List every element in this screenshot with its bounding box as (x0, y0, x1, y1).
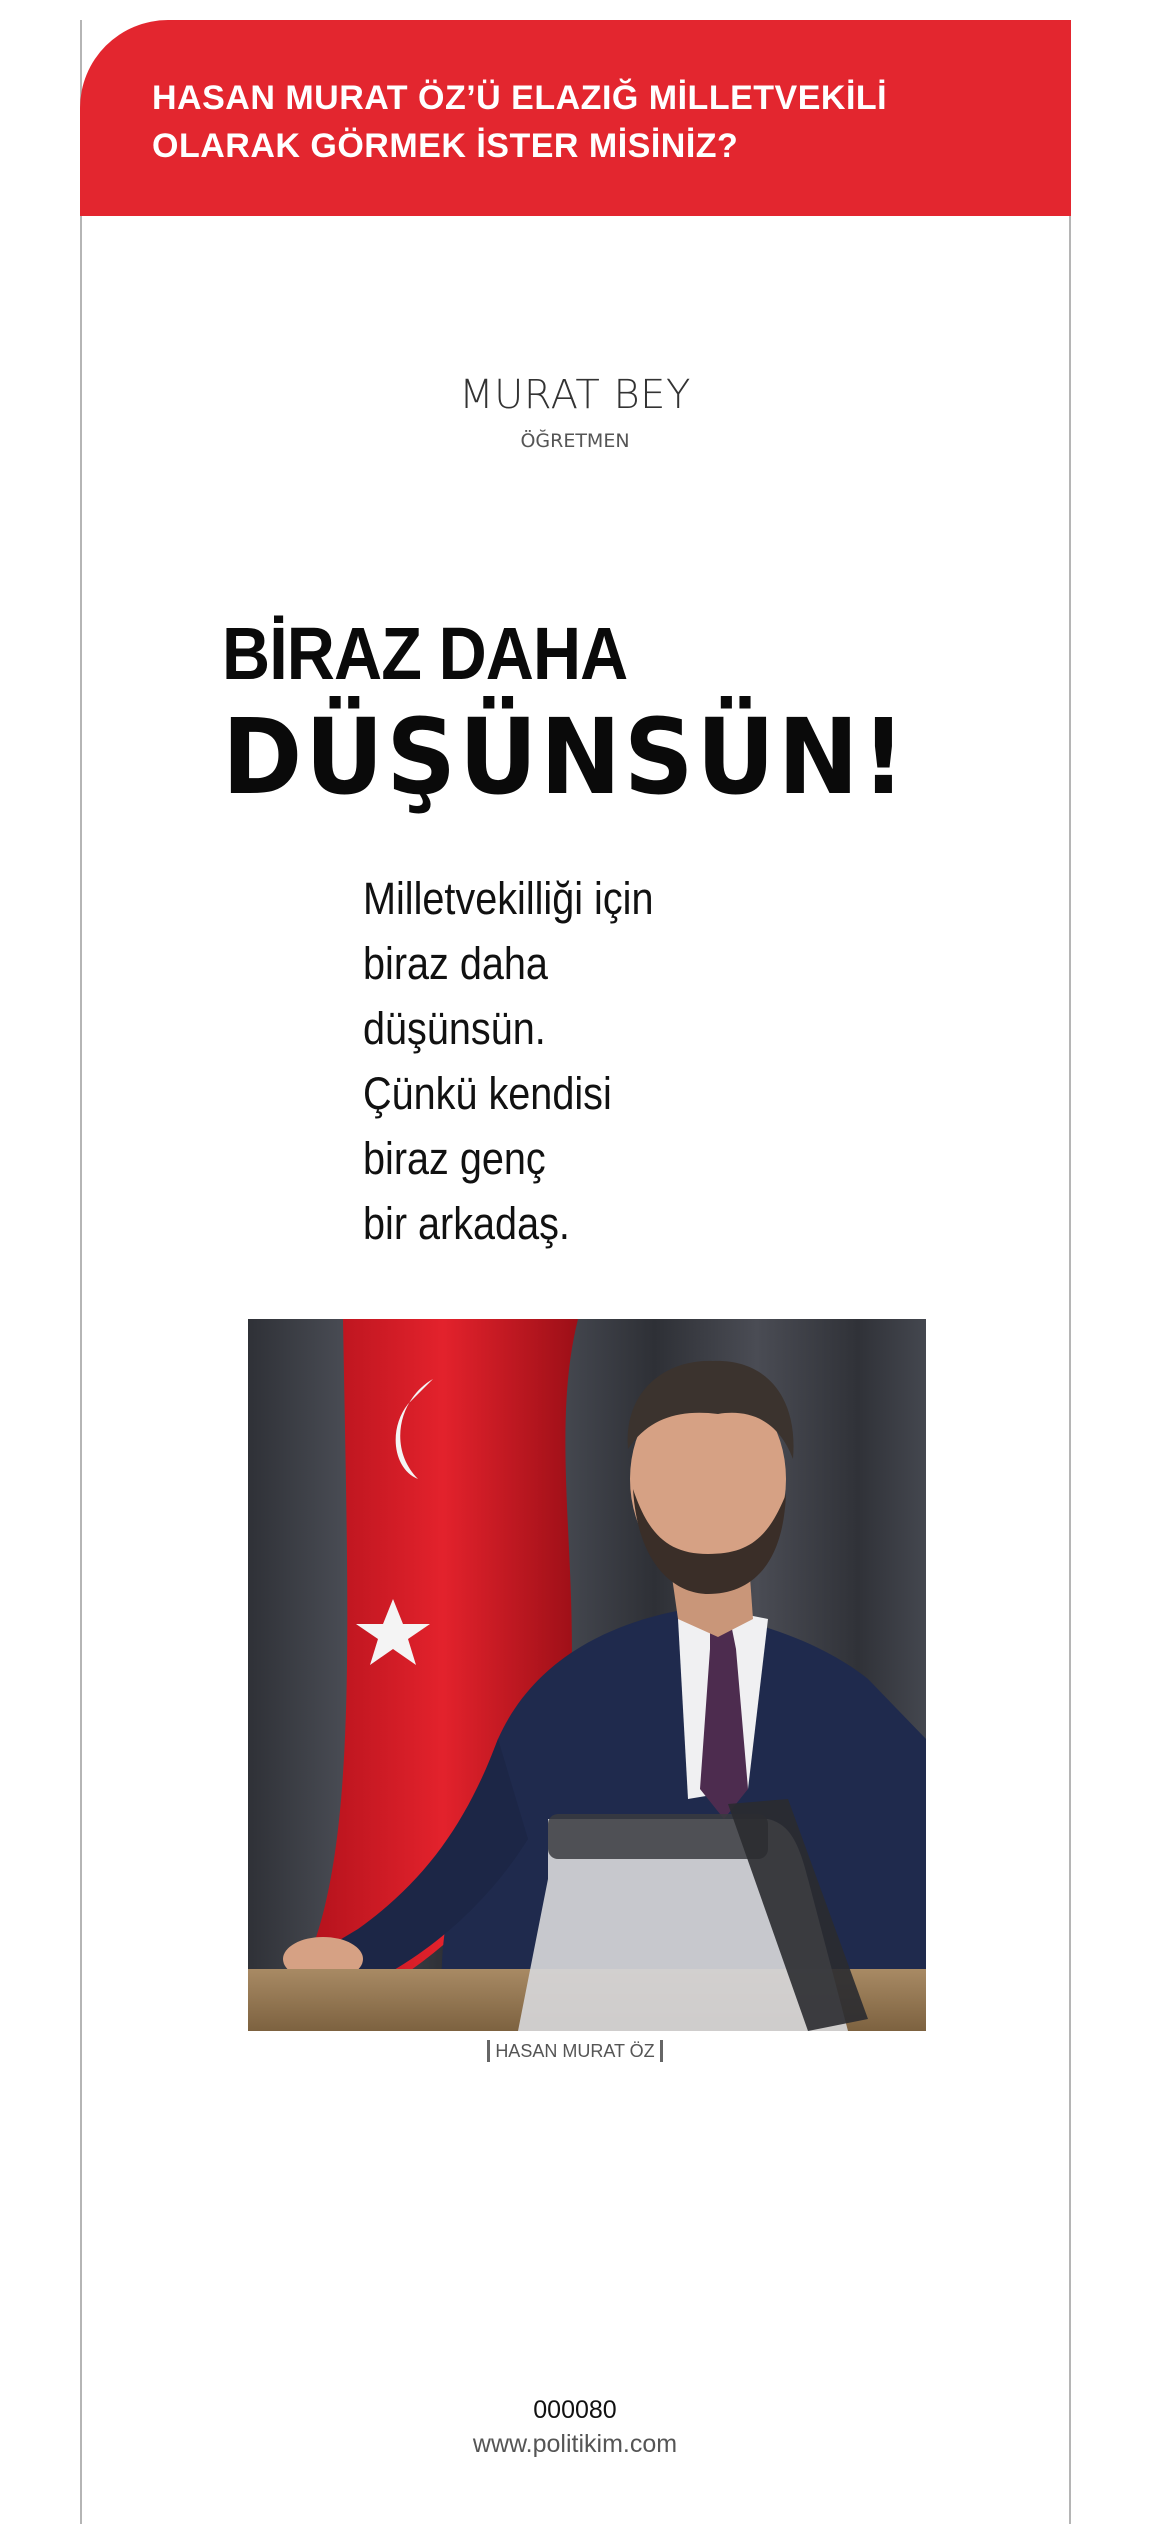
caption-bar-left (487, 2040, 490, 2062)
body-line: düşünsün. (363, 1003, 546, 1054)
caption-text: HASAN MURAT ÖZ (495, 2040, 655, 2061)
author-role: ÖĞRETMEN (520, 430, 630, 452)
body-line: bir arkadaş. (363, 1198, 570, 1249)
banner-question (152, 74, 1032, 170)
footer-code: 000080 (533, 2396, 617, 2424)
author-name: MURAT BEY (459, 372, 691, 418)
portrait-photo (248, 1319, 926, 2031)
footer-site-link[interactable]: www.politikim.com (472, 2430, 678, 2458)
body-line: Çünkü kendisi (363, 1068, 612, 1119)
headline-line-1: BİRAZ DAHA (222, 612, 628, 695)
body-paragraph (363, 866, 653, 1256)
body-line: biraz daha (363, 938, 548, 989)
photo-caption (0, 2040, 1150, 2062)
body-line: Milletvekilliği için (363, 873, 654, 924)
header-banner (80, 20, 1071, 216)
banner-line-1: HASAN MURAT ÖZ’Ü ELAZIĞ MİLLETVEKİLİ (152, 79, 888, 117)
headline-line-2: DÜŞÜNSÜN! (222, 696, 909, 818)
body-line: biraz genç (363, 1133, 546, 1184)
caption-bar-right (660, 2040, 663, 2062)
banner-line-2: OLARAK GÖRMEK İSTER MİSİNİZ? (152, 127, 739, 165)
